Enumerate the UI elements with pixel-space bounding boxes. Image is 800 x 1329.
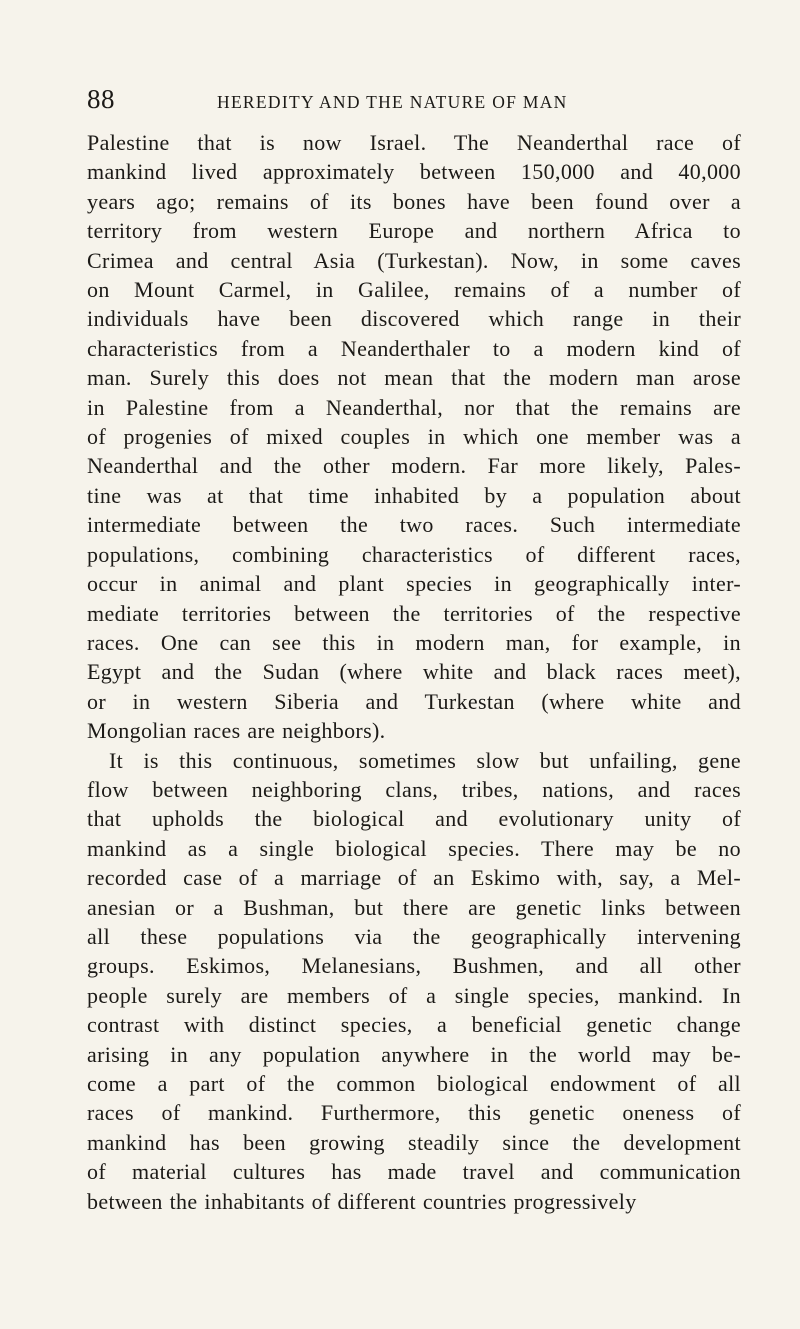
text-line: occur in animal and plant species in geographically inter- <box>87 571 741 597</box>
paragraph-2 <box>87 746 741 1217</box>
text-line: Neanderthal and the other modern. Far more likely, Pales- <box>87 453 741 479</box>
text-line: races of mankind. Furthermore, this genetic oneness of <box>87 1100 741 1126</box>
text-line: groups. Eskimos, Melanesians, Bushmen, and all other <box>87 953 741 979</box>
text-line: territory from western Europe and northern Africa to <box>87 218 741 244</box>
text-line: of material cultures has made travel and communication <box>87 1159 741 1185</box>
page-header <box>87 83 747 123</box>
text-line: intermediate between the two races. Such intermediate <box>87 512 741 538</box>
text-line: Egypt and the Sudan (where white and black races meet), <box>87 659 741 685</box>
body-text <box>87 128 741 1216</box>
text-line: Mongolian races are neighbors). <box>87 718 386 744</box>
text-line: arising in any population anywhere in the world may be- <box>87 1041 741 1067</box>
text-line: come a part of the common biological endowment of all <box>87 1071 741 1096</box>
text-line: Palestine that is now Israel. The Neanderthal race of <box>87 130 741 155</box>
page-number: 88 <box>87 84 115 114</box>
text-line: characteristics from a Neanderthaler to a modern kind of <box>87 335 741 361</box>
text-line: recorded case of a marriage of an Eskimo with, say, a Mel- <box>87 865 741 891</box>
text-line: in Palestine from a Neanderthal, nor that the remains are <box>87 394 741 420</box>
text-line: on Mount Carmel, in Galilee, remains of a number of <box>87 277 741 303</box>
text-line: Crimea and central Asia (Turkestan). Now, in some caves <box>87 247 741 273</box>
running-title: HEREDITY AND THE NATURE OF MAN <box>217 92 568 112</box>
text-line: races. One can see this in modern man, for example, in <box>87 629 741 655</box>
text-line: or in western Siberia and Turkestan (where white and <box>87 688 741 714</box>
text-line: of progenies of mixed couples in which one member was a <box>87 424 741 450</box>
text-line: tine was at that time inhabited by a population about <box>87 482 741 508</box>
text-line: that upholds the biological and evolutionary unity of <box>87 806 741 832</box>
text-line: years ago; remains of its bones have been found over a <box>87 188 741 214</box>
text-line: people surely are members of a single species, mankind. In <box>87 982 741 1008</box>
text-line: all these populations via the geographically intervening <box>87 923 741 949</box>
text-line: mankind lived approximately between 150,000 and 40,000 <box>87 159 741 185</box>
text-line: anesian or a Bushman, but there are genetic links between <box>87 894 741 920</box>
text-line: between the inhabitants of different countries progressively <box>87 1188 637 1214</box>
text-line: mediate territories between the territories of the respective <box>87 600 741 626</box>
text-line: flow between neighboring clans, tribes, nations, and races <box>87 776 741 802</box>
paragraph-1 <box>87 128 741 746</box>
text-line: man. Surely this does not mean that the modern man arose <box>87 365 741 391</box>
text-line: mankind has been growing steadily since the development <box>87 1129 741 1155</box>
text-line: mankind as a single biological species. There may be no <box>87 835 741 861</box>
text-line: individuals have been discovered which range in their <box>87 306 741 332</box>
text-line: It is this continuous, sometimes slow but unfailing, gene <box>109 747 741 773</box>
text-line: populations, combining characteristics of different races, <box>87 541 741 567</box>
text-line: contrast with distinct species, a beneficial genetic change <box>87 1012 741 1038</box>
